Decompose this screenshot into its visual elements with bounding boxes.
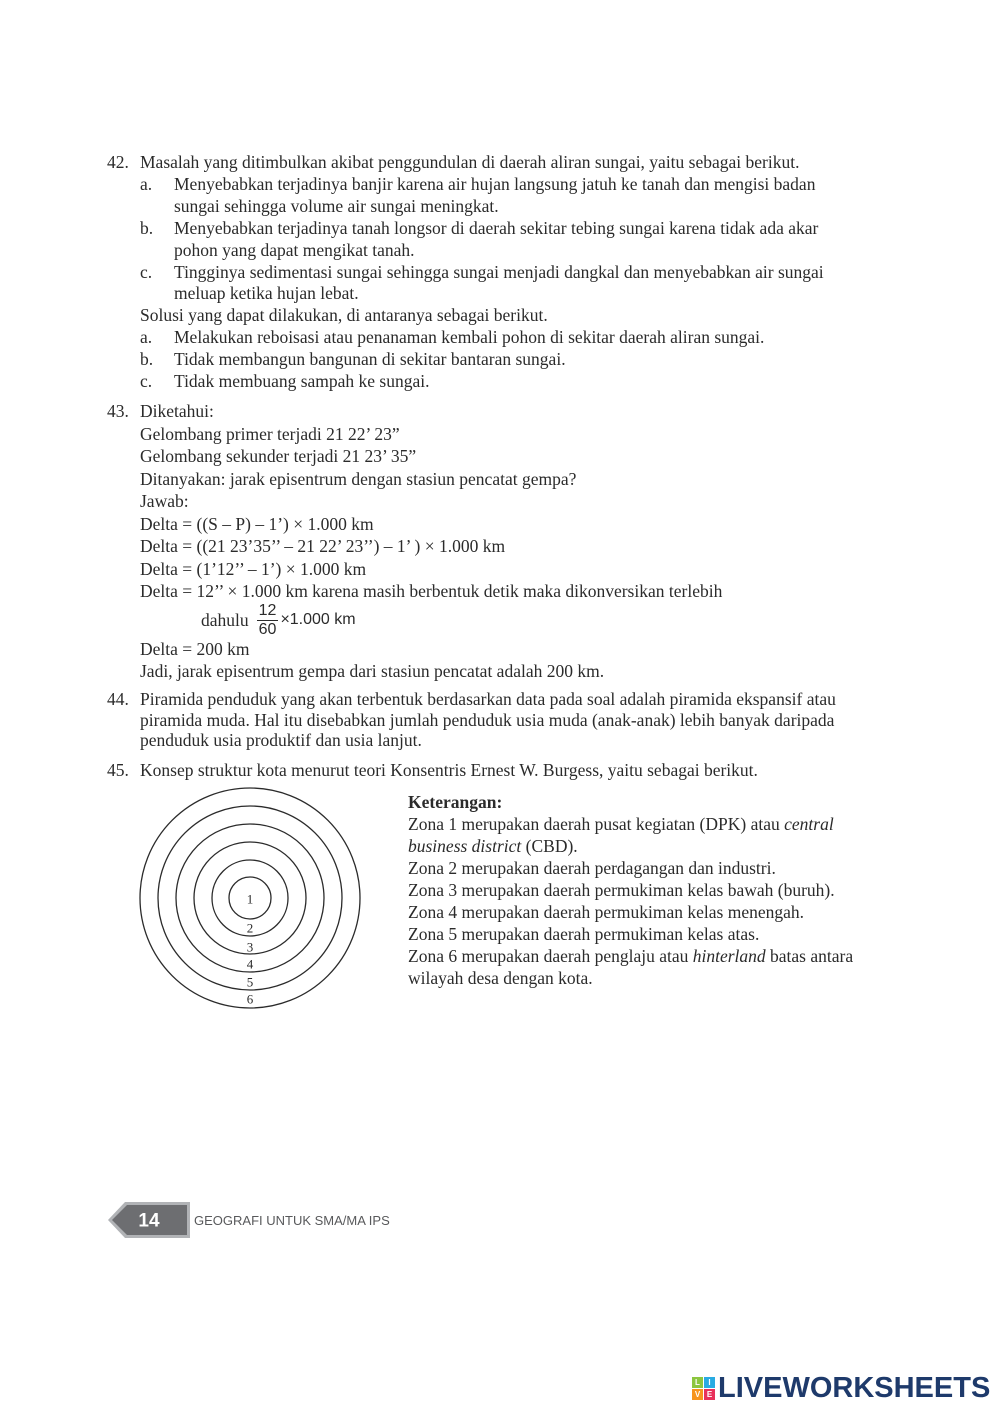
- solution-item-a: [140, 327, 848, 349]
- fraction-numerator: 12: [258, 601, 277, 619]
- logo-wordmark: LIVEWORKSHEETS: [718, 1372, 991, 1404]
- zone-6-label: 6: [246, 991, 254, 1007]
- problem-item-a: [140, 174, 848, 218]
- legend-zone-6: [408, 945, 872, 989]
- answer-content: [140, 152, 848, 393]
- zone-4-label: 4: [246, 956, 254, 972]
- fraction-denominator: 60: [258, 620, 277, 638]
- formula-line: Delta = ((S – P) – 1’) × 1.000 km: [140, 513, 374, 534]
- item-text: Tidak membuang sampah ke sungai.: [174, 371, 430, 392]
- answer-number: 44.: [107, 689, 129, 709]
- zone-2-label: 2: [246, 920, 254, 936]
- problem-item-b: [140, 218, 848, 262]
- answer-number: 43.: [107, 401, 129, 421]
- logo-tile: I: [704, 1377, 715, 1388]
- fraction-prefix: dahulu: [201, 609, 249, 630]
- solution-intro: Solusi yang dapat dilakukan, di antaranya sebagai berikut.: [140, 305, 548, 326]
- legend-zone-5: Zona 5 merupakan daerah permukiman kelas atas.: [408, 924, 760, 944]
- conclusion-line: Jadi, jarak episentrum gempa dari stasiun pencatat adalah 200 km.: [140, 661, 605, 681]
- legend-text: Zona 6 merupakan daerah penglaju atau: [408, 946, 693, 966]
- book-title: GEOGRAFI UNTUK SMA/MA IPS: [194, 1213, 390, 1228]
- logo-tiles-icon: [692, 1377, 715, 1400]
- item-letter: c.: [140, 371, 153, 392]
- legend-zone-3: Zona 3 merupakan daerah permukiman kelas bawah (buruh).: [408, 880, 835, 900]
- answer-content: [140, 400, 848, 683]
- legend-text: Zona 1 merupakan daerah pusat kegiatan (DPK) atau: [408, 814, 785, 834]
- result-line: Delta = 200 km: [140, 638, 250, 659]
- answer-intro: Konsep struktur kota menurut teori Konsentris Ernest W. Burgess, yaitu sebagai berikut.: [140, 760, 758, 780]
- answer-label: Jawab:: [140, 491, 189, 511]
- answer-number: 45.: [107, 760, 129, 780]
- item-text: Menyebabkan terjadinya tanah longsor di daerah sekitar tebing sungai karena tidak ada akar pohon yang dapat mengikat tanah.: [174, 217, 819, 260]
- known-label: Diketahui:: [140, 401, 214, 421]
- logo-tile: L: [692, 1377, 703, 1388]
- zone-1-label: 1: [246, 891, 254, 907]
- legend-zone-2: Zona 2 merupakan daerah perdagangan dan industri.: [408, 858, 776, 878]
- fraction: [257, 603, 279, 638]
- item-letter: b.: [140, 217, 154, 238]
- page-number: 14: [138, 1210, 160, 1232]
- item-letter: c.: [140, 261, 153, 282]
- legend-text: (CBD).: [521, 836, 578, 856]
- answer-content: [140, 759, 848, 781]
- item-letter: b.: [140, 349, 154, 370]
- zone-legend: [408, 791, 872, 989]
- zone-3-label: 3: [246, 939, 254, 955]
- legend-title: Keterangan:: [408, 792, 503, 812]
- legend-italic-term: hinterland: [692, 946, 766, 966]
- item-text: Tidak membangun bangunan di sekitar bantaran sungai.: [174, 349, 566, 370]
- solution-item-b: [140, 349, 848, 371]
- answer-intro: Masalah yang ditimbulkan akibat penggundulan di daerah aliran sungai, yaitu sebagai berikut.: [140, 152, 800, 172]
- item-text: Menyebabkan terjadinya banjir karena air hujan langsung jatuh ke tanah dan mengisi badan sungai sehingga volume air sungai meningkat.: [174, 173, 816, 216]
- calculation-line: Delta = ((21 23’35’’ – 21 22’ 23’’) – 1’ ) × 1.000 km: [140, 536, 506, 556]
- page-number-tab: [106, 1200, 192, 1240]
- calculation-line: Delta = (1’12’’ – 1’) × 1.000 km: [140, 558, 367, 579]
- answer-45: [107, 759, 848, 781]
- zone-5-label: 5: [246, 974, 254, 990]
- legend-zone-4: Zona 4 merupakan daerah permukiman kelas menengah.: [408, 902, 805, 922]
- secondary-wave-line: Gelombang sekunder terjadi 21 23’ 35”: [140, 446, 417, 466]
- logo-tile: V: [692, 1389, 703, 1400]
- question-line: Ditanyakan: jarak episentrum dengan stasiun pencatat gempa?: [140, 468, 577, 489]
- answer-43: [107, 400, 848, 683]
- item-letter: a.: [140, 327, 153, 348]
- problem-item-c: [140, 262, 848, 306]
- fraction-line: [201, 603, 848, 638]
- legend-italic-term: central business district: [408, 814, 834, 856]
- solution-item-c: [140, 371, 848, 393]
- legend-zone-1: [408, 813, 872, 857]
- logo-tile: E: [704, 1389, 715, 1400]
- answer-content: [140, 689, 848, 751]
- item-letter: a.: [140, 173, 153, 194]
- fraction-suffix: ×1.000 km: [280, 610, 356, 628]
- answer-42: [107, 152, 848, 393]
- answer-number: 42.: [107, 152, 129, 172]
- item-text: Melakukan reboisasi atau penanaman kembali pohon di sekitar daerah aliran sungai.: [174, 327, 765, 348]
- primary-wave-line: Gelombang primer terjadi 21 22’ 23”: [140, 423, 400, 444]
- answer-44: [107, 689, 848, 751]
- legend-text: batas antara wilayah desa dengan kota.: [408, 946, 854, 988]
- calculation-line: Delta = 12’’ × 1.000 km karena masih berbentuk detik maka dikonversikan terlebih: [140, 581, 723, 601]
- answer-text: Piramida penduduk yang akan terbentuk berdasarkan data pada soal adalah piramida ekspansif atau piramida muda. Hal itu disebabkan jumlah penduduk usia muda (anak-anak) lebih banyak daripada penduduk usia produktif dan usia lanjut.: [140, 689, 836, 751]
- concentric-zone-diagram: [138, 786, 362, 1010]
- item-text: Tingginya sedimentasi sungai sehingga sungai menjadi dangkal dan menyebabkan air sungai meluap ketika hujan lebat.: [174, 261, 824, 304]
- liveworksheets-logo[interactable]: [692, 1373, 990, 1403]
